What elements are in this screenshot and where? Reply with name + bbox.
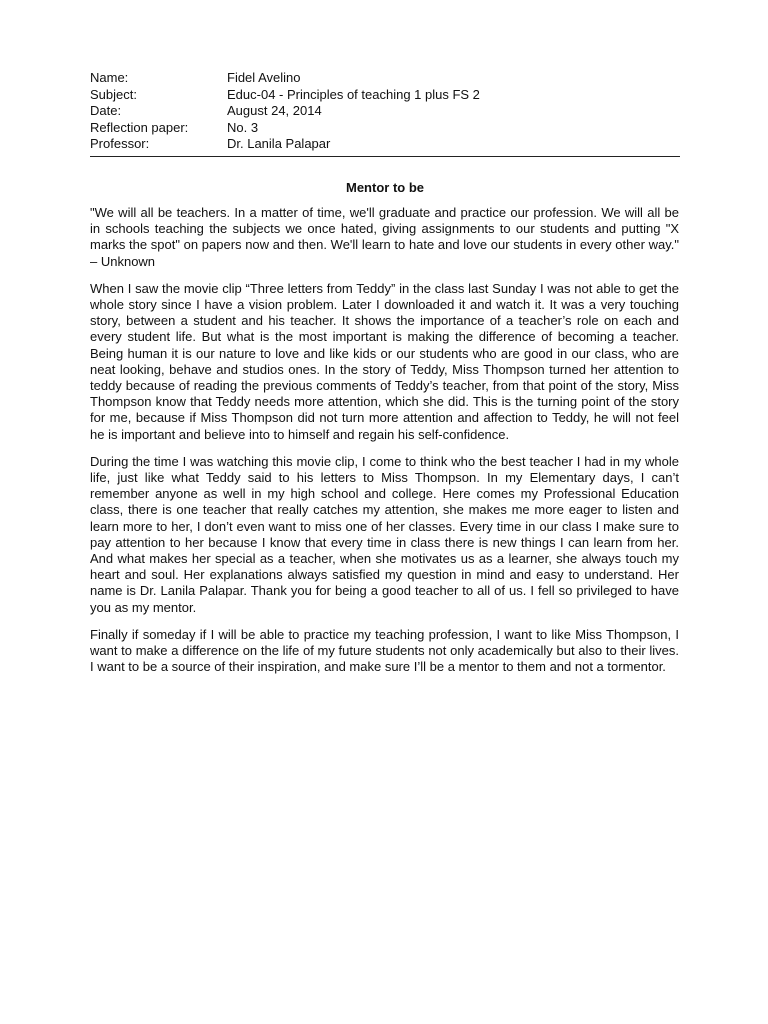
header-row-professor (90, 136, 680, 153)
header-row-reflection-paper (90, 120, 680, 137)
paragraph-quote: "We will all be teachers. In a matter of time, we'll graduate and practice our profession. We will all be in schools teaching the subjects we once hated, giving assignments to our students and putting "X marks the spot" on papers now and then. We'll learn to hate and love our students in every other way." – Unknown (90, 205, 679, 269)
document-header (90, 70, 680, 157)
header-row-subject (90, 87, 680, 104)
date-value: August 24, 2014 (227, 103, 322, 118)
header-row-name (90, 70, 680, 87)
reflection-paper-label: Reflection paper: (90, 119, 189, 135)
subject-value: Educ-04 - Principles of teaching 1 plus FS 2 (227, 86, 480, 102)
paragraph-movie-clip: When I saw the movie clip “Three letters from Teddy” in the class last Sunday I was not able to get the whole story since I have a vision problem. Later I downloaded it and watch it. It was a very touching story, between a student and his teacher. It shows the importance of a teacher’s role on each and every student life. But what is the most important is making the difference of becoming a teacher. Being human it is our nature to love and like kids or our students who are good in our class, who are neat looking, behave and studios ones. In the story of Teddy, Miss Thompson turned her attention to teddy because of reading the previous comments of Teddy’s teacher, from that point of the story, Miss Thompson know that Teddy needs more attention, which she did. This is the turning point of the story for me, because if Miss Thompson did not turn more attention and affection to Teddy, he will not feel he is important and believe into to himself and regain his self-confidence. (90, 280, 679, 442)
professor-label: Professor: (90, 136, 150, 151)
paragraph-best-teacher: During the time I was watching this movie clip, I come to think who the best teacher I had in my whole life, just like what Teddy said to his letters to Miss Thompson. In my Elementary days, I can’t remember anyone as well in my high school and college. Here comes my Professional Education class, there is one teacher that really catches my attention, she makes me more eager to listen and learn more to her, I don’t even want to miss one of her classes. Every time in our class I make sure to pay attention to her because I know that every time in class there is new things I can learn from her. And what makes her special as a teacher, when she motivates us as a learner, she always touch my heart and soul. Her explanations always satisfied my question in mind and easy to understand. Her name is Dr. Lanila Palapar. Thank you for being a good teacher to all of us. I fell so privileged to have you as my mentor. (90, 453, 679, 615)
professor-value: Dr. Lanila Palapar (227, 136, 331, 151)
name-label: Name: (90, 70, 129, 85)
date-label: Date: (90, 103, 122, 118)
reflection-paper-value: No. 3 (227, 119, 259, 135)
header-row-date (90, 103, 680, 120)
document-body (90, 205, 679, 686)
document-title: Mentor to be (346, 180, 424, 195)
name-value: Fidel Avelino (227, 70, 301, 85)
paragraph-conclusion: Finally if someday if I will be able to practice my teaching profession, I want to like Miss Thompson, I want to make a difference on the life of my future students not only academically but also to their lives. I want to be a source of their inspiration, and make sure I’ll be a mentor to them and not a tormentor. (90, 626, 679, 675)
subject-label: Subject: (90, 86, 137, 102)
